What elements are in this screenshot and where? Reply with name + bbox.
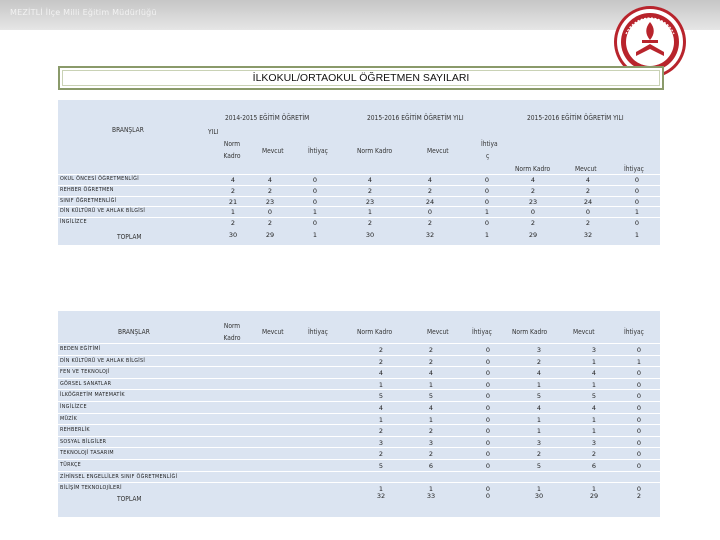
bottom-row-value: 2	[378, 427, 384, 436]
bottom-total-label: TOPLAM	[117, 494, 142, 503]
top-row-value: 1	[312, 208, 318, 217]
bottom-row-divider	[58, 482, 660, 483]
bottom-row-value: 0	[636, 427, 642, 436]
top-ihtiyac-2014: İhtiyaç	[308, 147, 328, 155]
bottom-row-value: 1	[591, 485, 597, 494]
top-total-value: 1	[634, 231, 640, 239]
top-row-value: 2	[230, 186, 236, 195]
top-mevcut-2015b: Mevcut	[575, 165, 597, 173]
bottom-row-name: MÜZİK	[60, 415, 78, 422]
top-row-value: 0	[484, 176, 490, 184]
top-total-value: 32	[583, 231, 593, 239]
top-mevcut-2014: Mevcut	[262, 147, 284, 155]
bottom-row-value: 1	[428, 415, 434, 424]
top-total-value: 1	[312, 231, 318, 239]
bottom-mevcut-b: Mevcut	[573, 328, 595, 336]
top-row-value: 0	[484, 186, 490, 195]
bottom-row-value: 2	[428, 346, 434, 354]
bottom-row-value: 0	[485, 404, 491, 412]
bottom-row-value: 2	[536, 450, 542, 459]
bottom-row-value: 1	[536, 485, 542, 494]
bottom-norm-line1: Norm	[223, 322, 241, 330]
bottom-row-value: 0	[485, 357, 491, 366]
bottom-row-name: İLKÖĞRETİM MATEMATİK	[60, 392, 125, 399]
bottom-row-value: 2	[428, 357, 434, 366]
bottom-norm-line2: Kadro	[223, 334, 241, 342]
top-row-value: 2	[367, 186, 373, 195]
top-total-value: 1	[484, 231, 490, 239]
bottom-row-value: 0	[636, 415, 642, 424]
bottom-row-value: 2	[591, 450, 597, 459]
bottom-row-value: 4	[591, 404, 597, 412]
top-norm-kadro-2015a: Norm Kadro	[357, 147, 393, 155]
top-row-value: 2	[267, 186, 273, 195]
bottom-row-value: 3	[428, 438, 434, 447]
bottom-row-value: 2	[428, 427, 434, 436]
bottom-total-value: 0	[485, 491, 491, 500]
bottom-row-value: 1	[428, 485, 434, 494]
bottom-row-value: 0	[636, 392, 642, 401]
bottom-row-divider	[58, 413, 660, 414]
top-row-value: 2	[230, 219, 236, 228]
top-branslar-header: BRANŞLAR	[112, 126, 144, 134]
bottom-row-divider	[58, 424, 660, 425]
bottom-row-value: 4	[378, 369, 384, 378]
top-row-value: 0	[312, 176, 318, 184]
bottom-table-panel	[58, 311, 660, 517]
bottom-row-divider	[58, 436, 660, 437]
top-row-value: 4	[585, 176, 591, 184]
top-row-value: 2	[367, 219, 373, 228]
top-row-value: 0	[585, 208, 591, 217]
top-row-value: 1	[484, 208, 490, 217]
bottom-row-value: 0	[636, 462, 642, 470]
top-norm-line1: Norm	[223, 140, 241, 148]
top-ihtiyac-2015b: İhtiyaç	[624, 165, 644, 173]
bottom-row-divider	[58, 459, 660, 460]
bottom-row-divider	[58, 471, 660, 472]
bottom-row-value: 0	[485, 380, 491, 389]
top-norm-line2: Kadro	[223, 152, 241, 160]
bottom-row-value: 1	[536, 415, 542, 424]
top-row-name: OKUL ÖNCESİ ÖĞRETMENLİĞİ	[60, 176, 139, 182]
bottom-ihtiyac-first: İhtiyaç	[308, 328, 328, 336]
bottom-row-value: 1	[591, 415, 597, 424]
bottom-total-value: 32	[376, 491, 386, 500]
bottom-row-value: 5	[536, 392, 542, 401]
bottom-row-value: 3	[591, 438, 597, 447]
bottom-row-name: ZİHİNSEL ENGELLİLER SINIF ÖĞRETMENLİĞİ	[60, 473, 178, 480]
top-row-value: 4	[427, 176, 433, 184]
top-row-value: 0	[484, 219, 490, 228]
bottom-total-value: 30	[534, 491, 544, 500]
top-year-2014-line1: 2014-2015 EĞİTİM ÖĞRETİM	[225, 114, 310, 122]
top-mevcut-2015a: Mevcut	[427, 147, 449, 155]
top-row-divider	[58, 196, 660, 197]
bottom-row-value: 6	[428, 462, 434, 470]
top-year-2014-line2: YILI	[208, 128, 219, 136]
bottom-row-value: 4	[536, 369, 542, 378]
bottom-row-value: 2	[378, 450, 384, 459]
bottom-row-value: 4	[591, 369, 597, 378]
bottom-row-value: 0	[636, 485, 642, 494]
bottom-row-value: 0	[485, 427, 491, 436]
top-row-value: 2	[530, 219, 536, 228]
top-row-value: 4	[267, 176, 273, 184]
top-row-value: 0	[312, 197, 318, 206]
bottom-row-divider	[58, 378, 660, 379]
bottom-row-divider	[58, 389, 660, 390]
top-row-value: 24	[583, 197, 593, 206]
bottom-row-value: 6	[591, 462, 597, 470]
bottom-row-value: 3	[378, 438, 384, 447]
bottom-row-value: 4	[428, 404, 434, 412]
top-total-value: 30	[228, 231, 238, 239]
bottom-row-value: 0	[485, 392, 491, 401]
bottom-row-divider	[58, 401, 660, 402]
bottom-row-divider	[58, 447, 660, 448]
bottom-row-value: 3	[591, 346, 597, 354]
top-row-value: 23	[528, 197, 538, 206]
top-row-divider	[58, 174, 660, 175]
top-row-value: 1	[634, 208, 640, 217]
top-row-value: 23	[265, 197, 275, 206]
bottom-row-value: 2	[536, 357, 542, 366]
top-row-name: SINIF ÖĞRETMENLİĞİ	[60, 197, 117, 204]
top-row-name: REHBER ÖĞRETMEN	[60, 186, 114, 193]
top-total-value: 29	[528, 231, 538, 239]
bottom-row-value: 4	[536, 404, 542, 412]
bottom-mevcut-first: Mevcut	[262, 328, 284, 336]
bottom-norm-kadro-b: Norm Kadro	[512, 328, 548, 336]
bottom-row-value: 1	[536, 380, 542, 389]
bottom-row-value: 0	[485, 485, 491, 494]
bottom-row-divider	[58, 355, 660, 356]
top-row-value: 0	[530, 208, 536, 217]
top-row-value: 2	[267, 219, 273, 228]
top-total-value: 32	[425, 231, 435, 239]
bottom-row-value: 0	[636, 450, 642, 459]
page-title: İLKOKUL/ORTAOKUL ÖĞRETMEN SAYILARI	[252, 72, 470, 84]
bottom-row-value: 2	[428, 450, 434, 459]
top-row-value: 4	[367, 176, 373, 184]
bottom-row-divider	[58, 366, 660, 367]
top-row-divider	[58, 185, 660, 186]
bottom-row-name: TEKNOLOJİ TASARIM	[60, 450, 114, 457]
top-row-value: 21	[228, 197, 238, 206]
top-year-2015a: 2015-2016 EĞİTİM ÖĞRETİM YILI	[367, 114, 464, 122]
bottom-row-value: 4	[378, 404, 384, 412]
bottom-row-value: 0	[636, 438, 642, 447]
top-total-value: 29	[265, 231, 275, 239]
top-row-name: İNGİLİZCE	[60, 219, 87, 226]
bottom-row-value: 0	[485, 346, 491, 354]
bottom-row-value: 5	[378, 462, 384, 470]
bottom-row-name: DİN KÜLTÜRÜ VE AHLAK BİLGİSİ	[60, 357, 146, 364]
bottom-row-value: 5	[536, 462, 542, 470]
top-norm-kadro-2015b: Norm Kadro	[515, 165, 551, 173]
title-box	[58, 66, 664, 90]
top-row-value: 24	[425, 197, 435, 206]
top-ihtiya-line1: İhtiya	[481, 140, 498, 148]
bottom-branslar-header: BRANŞLAR	[118, 328, 150, 336]
top-row-divider	[58, 206, 660, 207]
page-header: MEZİTLİ İlçe Milli Eğitim Müdürlüğü	[10, 8, 157, 17]
top-row-value: 0	[634, 219, 640, 228]
bottom-row-value: 0	[485, 438, 491, 447]
top-row-value: 2	[427, 219, 433, 228]
top-row-value: 0	[634, 176, 640, 184]
bottom-row-value: 1	[591, 427, 597, 436]
top-row-name: DİN KÜLTÜRÜ VE AHLAK BİLGİSİ	[60, 208, 146, 215]
top-row-value: 1	[230, 208, 236, 217]
bottom-row-value: 3	[536, 346, 542, 354]
bottom-row-value: 2	[378, 346, 384, 354]
bottom-row-value: 5	[378, 392, 384, 401]
bottom-row-value: 1	[591, 357, 597, 366]
bottom-row-value: 1	[636, 357, 642, 366]
bottom-row-value: 0	[485, 450, 491, 459]
top-row-value: 2	[427, 186, 433, 195]
bottom-row-value: 3	[536, 438, 542, 447]
top-row-value: 0	[312, 186, 318, 195]
top-ihtiya-line2: ç	[486, 152, 490, 160]
top-total-value: 30	[365, 231, 375, 239]
bottom-row-value: 1	[378, 380, 384, 389]
top-row-value: 1	[367, 208, 373, 217]
top-row-value: 0	[312, 219, 318, 228]
bottom-row-value: 0	[636, 404, 642, 412]
bottom-total-value: 33	[426, 491, 436, 500]
bottom-row-name: BEDEN EĞİTİMİ	[60, 346, 101, 352]
bottom-row-name: REHBERLİK	[60, 427, 90, 434]
bottom-row-name: İNGİLİZCE	[60, 404, 87, 410]
top-row-value: 2	[530, 186, 536, 195]
bottom-row-value: 1	[591, 380, 597, 389]
top-year-2015b: 2015-2016 EĞİTİM ÖĞRETİM YILI	[527, 114, 624, 122]
bottom-row-value: 0	[485, 369, 491, 378]
top-row-value: 2	[585, 219, 591, 228]
bottom-row-value: 5	[428, 392, 434, 401]
bottom-row-value: 1	[378, 485, 384, 494]
top-total-label: TOPLAM	[117, 233, 142, 241]
bottom-total-value: 29	[589, 491, 599, 500]
top-row-value: 4	[530, 176, 536, 184]
top-row-value: 4	[230, 176, 236, 184]
bottom-ihtiyac-a: İhtiyaç	[472, 328, 492, 336]
bottom-total-value: 2	[636, 491, 642, 500]
bottom-row-name: TÜRKÇE	[60, 462, 82, 468]
top-row-value: 23	[365, 197, 375, 206]
top-row-value: 0	[484, 197, 490, 206]
bottom-row-value: 5	[591, 392, 597, 401]
top-row-value: 2	[585, 186, 591, 195]
top-row-value: 0	[634, 197, 640, 206]
top-row-value: 0	[267, 208, 273, 217]
bottom-row-name: SOSYAL BİLGİLER	[60, 438, 107, 445]
bottom-row-value: 0	[485, 415, 491, 424]
bottom-norm-kadro-a: Norm Kadro	[357, 328, 393, 336]
bottom-ihtiyac-b: İhtiyaç	[624, 328, 644, 336]
bottom-row-value: 1	[378, 415, 384, 424]
bottom-row-name: BİLİŞİM TEKNOLOJİLERİ	[60, 485, 122, 492]
top-row-divider	[58, 217, 660, 218]
bottom-row-divider	[58, 343, 660, 344]
bottom-row-value: 2	[378, 357, 384, 366]
bottom-row-value: 1	[428, 380, 434, 389]
bottom-row-name: FEN VE TEKNOLOJİ	[60, 369, 110, 376]
bottom-row-value: 0	[636, 346, 642, 354]
bottom-row-name: GÖRSEL SANATLAR	[60, 380, 112, 387]
bottom-row-value: 0	[485, 462, 491, 470]
bottom-row-value: 0	[636, 380, 642, 389]
top-row-value: 0	[427, 208, 433, 217]
bottom-row-value: 0	[636, 369, 642, 378]
bottom-mevcut-a: Mevcut	[427, 328, 449, 336]
bottom-row-value: 1	[536, 427, 542, 436]
bottom-row-value: 4	[428, 369, 434, 378]
top-row-value: 0	[634, 186, 640, 195]
